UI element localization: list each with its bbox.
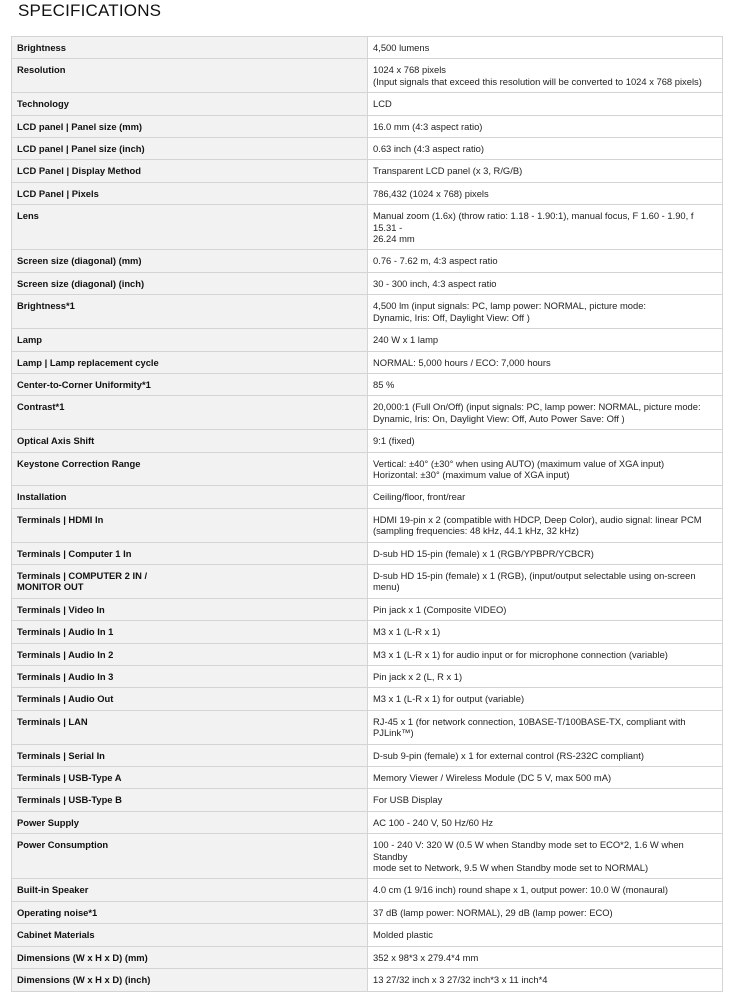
- spec-value: Transparent LCD panel (x 3, R/G/B): [368, 160, 723, 182]
- spec-value: Manual zoom (1.6x) (throw ratio: 1.18 - 1.90:1), manual focus, F 1.60 - 1.90, f 15.31 - 26.24 mm: [368, 205, 723, 250]
- spec-row: [12, 767, 723, 789]
- spec-label: Contrast*1: [12, 396, 368, 430]
- spec-row: [12, 430, 723, 452]
- spec-row: [12, 93, 723, 115]
- spec-value: M3 x 1 (L-R x 1) for output (variable): [368, 688, 723, 710]
- spec-row: [12, 901, 723, 923]
- spec-label: Built-in Speaker: [12, 879, 368, 901]
- spec-label: Power Consumption: [12, 834, 368, 879]
- spec-label: Lamp | Lamp replacement cycle: [12, 351, 368, 373]
- spec-label: Power Supply: [12, 811, 368, 833]
- spec-label: Terminals | Audio Out: [12, 688, 368, 710]
- spec-value: Memory Viewer / Wireless Module (DC 5 V, max 500 mA): [368, 767, 723, 789]
- spec-label: Terminals | Serial In: [12, 744, 368, 766]
- spec-label: Terminals | USB-Type A: [12, 767, 368, 789]
- spec-value: Molded plastic: [368, 924, 723, 946]
- spec-value: D-sub 9-pin (female) x 1 for external control (RS-232C compliant): [368, 744, 723, 766]
- spec-value: M3 x 1 (L-R x 1) for audio input or for microphone connection (variable): [368, 643, 723, 665]
- spec-row: [12, 295, 723, 329]
- spec-value: 352 x 98*3 x 279.4*4 mm: [368, 946, 723, 968]
- spec-row: [12, 351, 723, 373]
- spec-value: 4,500 lm (input signals: PC, lamp power: NORMAL, picture mode: Dynamic, Iris: Off, Daylight View: Off ): [368, 295, 723, 329]
- spec-value: Vertical: ±40° (±30° when using AUTO) (maximum value of XGA input) Horizontal: ±30° (maximum value of XGA input): [368, 452, 723, 486]
- spec-label: LCD panel | Panel size (inch): [12, 138, 368, 160]
- spec-row: [12, 182, 723, 204]
- spec-label: LCD panel | Panel size (mm): [12, 115, 368, 137]
- spec-label: Lens: [12, 205, 368, 250]
- spec-label: Terminals | HDMI In: [12, 508, 368, 542]
- spec-label: Terminals | Audio In 2: [12, 643, 368, 665]
- spec-value: D-sub HD 15-pin (female) x 1 (RGB/YPBPR/YCBCR): [368, 542, 723, 564]
- spec-label: Screen size (diagonal) (mm): [12, 250, 368, 272]
- spec-label: Lamp: [12, 329, 368, 351]
- spec-label: Keystone Correction Range: [12, 452, 368, 486]
- spec-value: Pin jack x 2 (L, R x 1): [368, 666, 723, 688]
- spec-row: [12, 643, 723, 665]
- spec-row: [12, 115, 723, 137]
- spec-label: Dimensions (W x H x D) (inch): [12, 969, 368, 991]
- spec-row: [12, 789, 723, 811]
- spec-row: [12, 329, 723, 351]
- spec-value: 0.63 inch (4:3 aspect ratio): [368, 138, 723, 160]
- spec-value: AC 100 - 240 V, 50 Hz/60 Hz: [368, 811, 723, 833]
- spec-row: [12, 59, 723, 93]
- spec-row: [12, 744, 723, 766]
- spec-row: [12, 598, 723, 620]
- spec-value: 37 dB (lamp power: NORMAL), 29 dB (lamp power: ECO): [368, 901, 723, 923]
- spec-label: Center-to-Corner Uniformity*1: [12, 373, 368, 395]
- spec-row: [12, 37, 723, 59]
- spec-row: [12, 811, 723, 833]
- spec-row: [12, 879, 723, 901]
- spec-row: [12, 564, 723, 598]
- spec-row: [12, 946, 723, 968]
- spec-value: RJ-45 x 1 (for network connection, 10BASE-T/100BASE-TX, compliant with PJLink™): [368, 710, 723, 744]
- spec-value: 9:1 (fixed): [368, 430, 723, 452]
- spec-row: [12, 486, 723, 508]
- spec-row: [12, 924, 723, 946]
- spec-label: Cabinet Materials: [12, 924, 368, 946]
- spec-value: 4,500 lumens: [368, 37, 723, 59]
- spec-value: M3 x 1 (L-R x 1): [368, 621, 723, 643]
- spec-label: Terminals | Audio In 3: [12, 666, 368, 688]
- spec-label: Resolution: [12, 59, 368, 93]
- spec-label: Optical Axis Shift: [12, 430, 368, 452]
- spec-label: Installation: [12, 486, 368, 508]
- spec-row: [12, 250, 723, 272]
- spec-value: 30 - 300 inch, 4:3 aspect ratio: [368, 272, 723, 294]
- spec-value: Ceiling/floor, front/rear: [368, 486, 723, 508]
- specifications-table-body: [12, 37, 723, 992]
- spec-label: Terminals | Computer 1 In: [12, 542, 368, 564]
- spec-value: HDMI 19-pin x 2 (compatible with HDCP, Deep Color), audio signal: linear PCM (sampling frequencies: 48 kHz, 44.1 kHz, 32 kHz): [368, 508, 723, 542]
- spec-value: 1024 x 768 pixels (Input signals that exceed this resolution will be converted to 1024 x 768 pixels): [368, 59, 723, 93]
- spec-value: 16.0 mm (4:3 aspect ratio): [368, 115, 723, 137]
- spec-label: LCD Panel | Display Method: [12, 160, 368, 182]
- spec-label: Terminals | COMPUTER 2 IN / MONITOR OUT: [12, 564, 368, 598]
- spec-value: 85 %: [368, 373, 723, 395]
- spec-value: 240 W x 1 lamp: [368, 329, 723, 351]
- spec-value: 786,432 (1024 x 768) pixels: [368, 182, 723, 204]
- spec-label: Terminals | Audio In 1: [12, 621, 368, 643]
- spec-label: Technology: [12, 93, 368, 115]
- spec-row: [12, 452, 723, 486]
- spec-value: LCD: [368, 93, 723, 115]
- spec-label: Terminals | LAN: [12, 710, 368, 744]
- spec-label: Operating noise*1: [12, 901, 368, 923]
- spec-row: [12, 205, 723, 250]
- spec-row: [12, 373, 723, 395]
- spec-row: [12, 272, 723, 294]
- spec-value: 20,000:1 (Full On/Off) (input signals: PC, lamp power: NORMAL, picture mode: Dynamic, Iris: On, Daylight View: Off, Auto Power Save: Off ): [368, 396, 723, 430]
- spec-row: [12, 834, 723, 879]
- spec-row: [12, 542, 723, 564]
- spec-value: 4.0 cm (1 9/16 inch) round shape x 1, output power: 10.0 W (monaural): [368, 879, 723, 901]
- spec-row: [12, 969, 723, 991]
- spec-value: NORMAL: 5,000 hours / ECO: 7,000 hours: [368, 351, 723, 373]
- specifications-table: [11, 36, 723, 992]
- spec-row: [12, 688, 723, 710]
- spec-row: [12, 666, 723, 688]
- spec-row: [12, 710, 723, 744]
- spec-label: Brightness*1: [12, 295, 368, 329]
- spec-row: [12, 138, 723, 160]
- spec-value: For USB Display: [368, 789, 723, 811]
- spec-value: 100 - 240 V: 320 W (0.5 W when Standby mode set to ECO*2, 1.6 W when Standby mode set to Network, 9.5 W when Standby mode set to NORMAL): [368, 834, 723, 879]
- spec-label: Terminals | Video In: [12, 598, 368, 620]
- spec-value: Pin jack x 1 (Composite VIDEO): [368, 598, 723, 620]
- spec-label: Dimensions (W x H x D) (mm): [12, 946, 368, 968]
- spec-label: Screen size (diagonal) (inch): [12, 272, 368, 294]
- spec-label: Terminals | USB-Type B: [12, 789, 368, 811]
- spec-row: [12, 508, 723, 542]
- spec-value: D-sub HD 15-pin (female) x 1 (RGB), (input/output selectable using on-screen menu): [368, 564, 723, 598]
- spec-row: [12, 621, 723, 643]
- spec-row: [12, 396, 723, 430]
- spec-row: [12, 160, 723, 182]
- page-title: SPECIFICATIONS: [18, 1, 162, 20]
- spec-label: Brightness: [12, 37, 368, 59]
- spec-value: 0.76 - 7.62 m, 4:3 aspect ratio: [368, 250, 723, 272]
- spec-value: 13 27/32 inch x 3 27/32 inch*3 x 11 inch*4: [368, 969, 723, 991]
- spec-label: LCD Panel | Pixels: [12, 182, 368, 204]
